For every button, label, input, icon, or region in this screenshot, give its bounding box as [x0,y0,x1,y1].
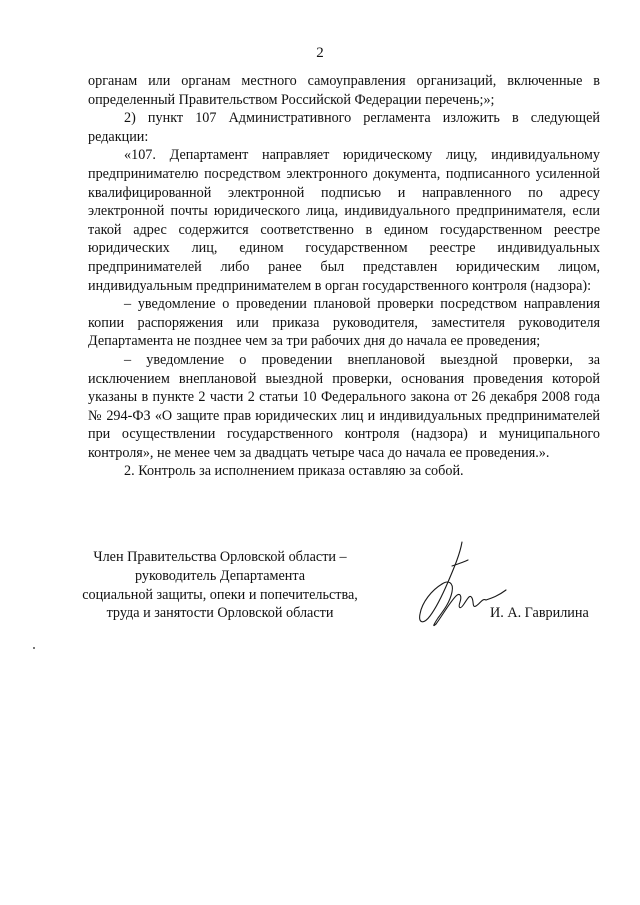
signatory-title [70,548,370,623]
signatory-title-line: труда и занятости Орловской области [106,605,334,622]
scan-speck [33,647,35,649]
paragraph-continuation: органам или органам местного самоуправления организаций, включенные в определенный Правительством Российской Федерации перечень;»; [88,73,600,108]
document-body [88,72,600,481]
handwritten-signature [402,538,512,638]
signatory-title-line: руководитель Департамента [134,567,306,584]
paragraph-control: 2. Контроль за исполнением приказа оставляю за собой. [124,463,464,480]
page-number: 2 [316,45,324,61]
signatory-name: И. А. Гаврилина [490,605,589,621]
signatory-title-line: Член Правительства Орловской области – [93,549,347,565]
paragraph-clause-107: «107. Департамент направляет юридическому лицу, индивидуальному предпринимателю посредством электронного документа, подписанного усиленной квалифицированной электронной подписью и направленного по адресу электронной почты юридического лица, индивидуального предпринимателя, если такой адрес содержится соответственно в едином государственном реестре юридических лиц, едином государственном реестре индивидуальных предпринимателей либо ранее был представлен юридическим лицом, индивидуальным предпринимателем в орган государственного контроля (надзора): [88,147,600,294]
signature-block [0,548,640,638]
signatory-title-line: социальной защиты, опеки и попечительства, [82,586,358,603]
paragraph-item-2: 2) пункт 107 Административного регламента изложить в следующей редакции: [88,110,600,145]
paragraph-planned-inspection: – уведомление о проведении плановой проверки посредством направления копии распоряжения или приказа руководителя, заместителя руководителя Департамента не позднее чем за три рабочих дня до начала ее проведения; [88,296,600,350]
paragraph-unplanned-inspection: – уведомление о проведении внеплановой выездной проверки, за исключением внеплановой выездной проверки, основания проведения которой указаны в пункте 2 части 2 статьи 10 Федерального закона от 26 декабря 2008 года № 294-ФЗ «О защите прав юридических лиц и индивидуальных предпринимателей при осуществлении государственного контроля (надзора) и муниципального контроля», не менее чем за двадцать четыре часа до начала ее проведения.». [88,351,600,461]
